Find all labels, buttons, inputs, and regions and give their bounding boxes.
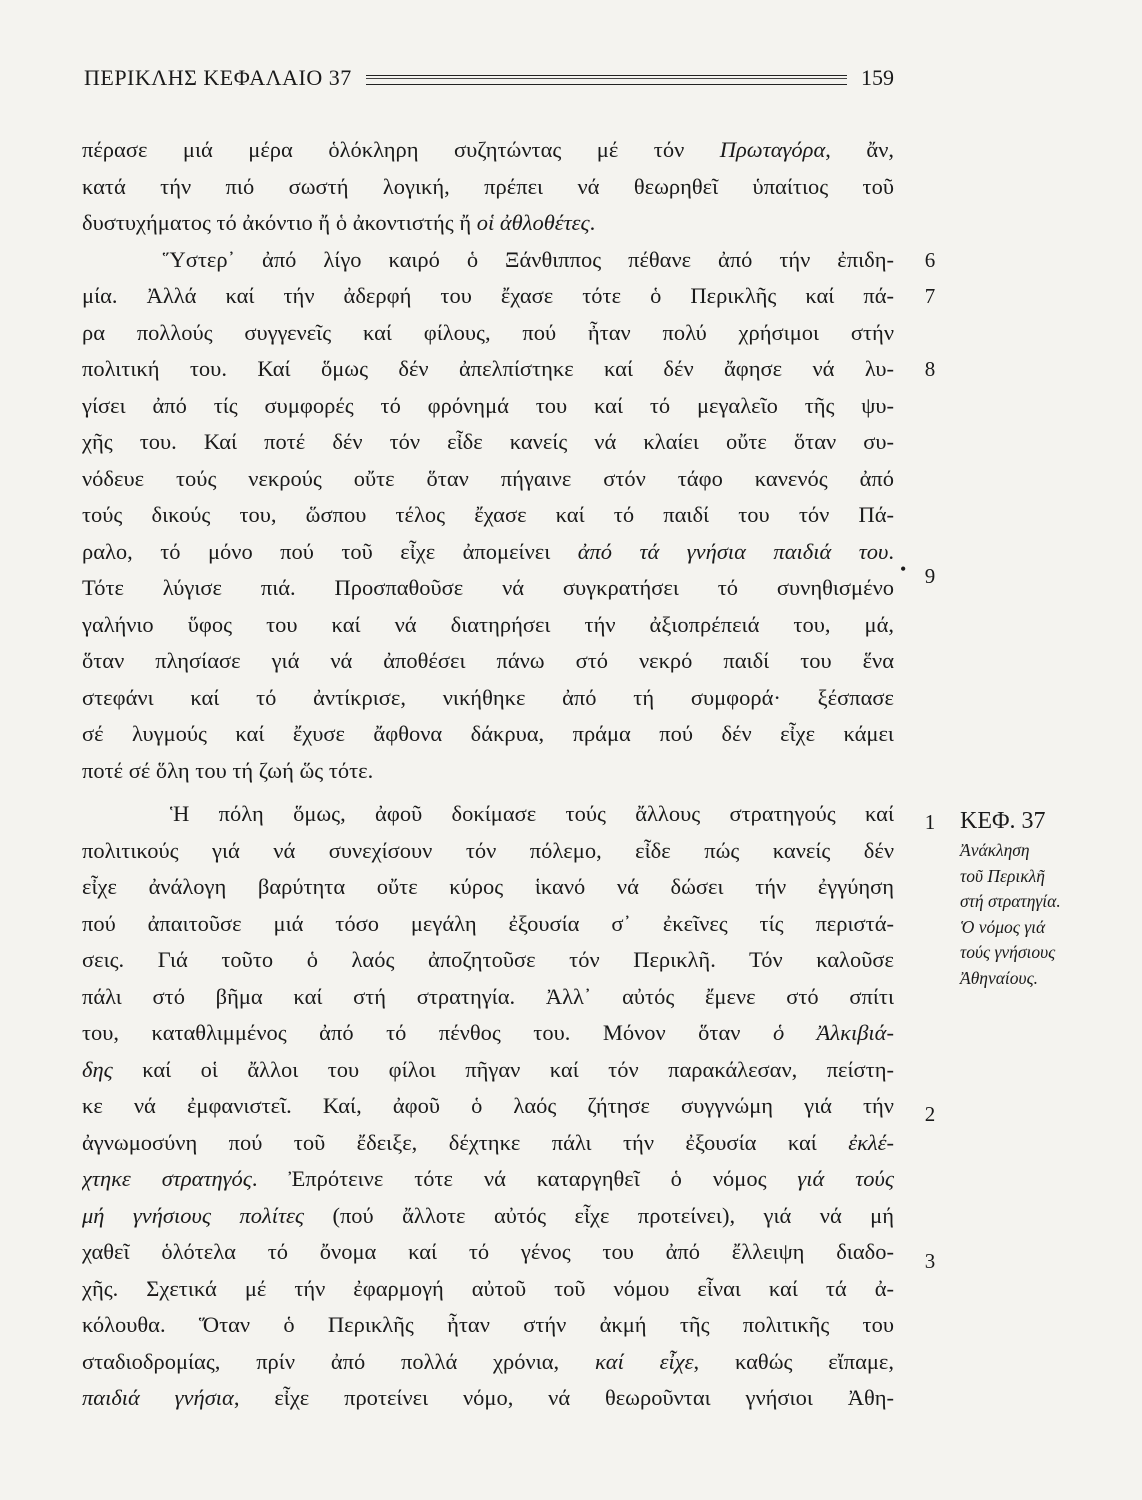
text-run: χῆς. Σχετικά μέ τήν ἐφαρμογή αὐτοῦ τοῦ νόμου εἶναι καί τά ἀ-: [82, 1275, 894, 1301]
text-run: δυστυχήματος τό ἀκόντιο ἤ ὁ ἀκοντιστής ἤ: [82, 210, 477, 235]
text-line: [82, 1125, 894, 1162]
margin-number-3: 3: [924, 1249, 936, 1273]
text-line: [82, 1052, 894, 1089]
text-line: [82, 979, 894, 1016]
text-line: [82, 169, 894, 206]
text-line: [82, 388, 894, 425]
text-run: , καθώς εἴπαμε,: [693, 1348, 894, 1374]
text-line: [82, 796, 894, 833]
text-line: [82, 1380, 894, 1417]
text-run: χῆς του. Καί ποτέ δέν τόν εἶδε κανείς νά κλαίει οὔτε ὅταν συ-: [82, 429, 894, 454]
text-run: .: [888, 538, 894, 564]
text-run: Τότε λύγισε πιά. Προσπαθοῦσε νά συγκρατήσει τό συνηθισμένο: [82, 575, 894, 600]
text-line: [82, 753, 894, 790]
text-line: [82, 833, 894, 870]
text-run: πού ἀπαιτοῦσε μιά τόσο μεγάλη ἐξουσία σ᾽ ἐκεῖνες τίς περιστά-: [82, 910, 894, 936]
margin-bullet: •: [900, 559, 907, 579]
text-run: γαλήνιο ὕφος του καί νά διατηρήσει τήν ἀξιοπρέπειά του, μά,: [82, 611, 894, 637]
text-line: [82, 242, 894, 279]
text-run: ἀγνωμοσύνη πού τοῦ ἔδειξε, δέχτηκε πάλι τήν ἐξουσία καί: [82, 1129, 849, 1155]
text-run: χαθεῖ ὁλότελα τό ὄνομα καί τό γένος του ἀπό ἔλλειψη διαδο-: [82, 1239, 894, 1264]
running-header: [84, 58, 894, 98]
text-run: ρα πολλούς συγγενεῖς καί φίλους, πού ἦταν πολύ χρήσιμοι στήν: [82, 319, 894, 345]
margin-number-1: 1: [924, 810, 936, 834]
text-line: [82, 906, 894, 943]
text-run: .: [589, 210, 596, 235]
text-run: πολιτικούς γιά νά συνεχίσουν τόν πόλεμο, εἶδε πώς κανείς δέν: [82, 837, 894, 863]
text-run: πάλι στό βῆμα καί στή στρατηγία. Ἀλλ᾽ αὐτός ἔμενε στό σπίτι: [82, 983, 894, 1009]
italic-text-run: παιδιά γνήσια: [82, 1385, 234, 1410]
chapter-summary-line: τοῦ Περικλῆ: [960, 865, 1045, 886]
text-run: καί οἱ ἄλλοι του φίλοι πῆγαν καί τόν παρακάλεσαν, πείστη-: [112, 1056, 894, 1082]
text-line: [82, 1307, 894, 1344]
text-run: (πού ἄλλοτε αὐτός εἶχε προτείνει), γιά νά μή: [304, 1202, 894, 1228]
margin-number-6: 6: [924, 248, 936, 272]
chapter-side-heading: [960, 804, 1110, 991]
text-run: πέρασε μιά μέρα ὁλόκληρη συζητώντας μέ τόν: [82, 137, 720, 162]
chapter-summary-line: Ὁ νόμος γιά: [960, 916, 1046, 937]
text-run: νόδευε τούς νεκρούς οὔτε ὅταν πήγαινε στόν τάφο κανενός ἀπό: [82, 465, 894, 491]
text-run: ραλο, τό μόνο πού τοῦ εἶχε ἀπομείνει: [82, 538, 578, 564]
text-line: [82, 424, 894, 461]
italic-text-run: ἐκλέ-: [848, 1129, 894, 1155]
italic-text-run: καί εἶχε: [594, 1348, 694, 1374]
text-run: ὅταν πλησίασε γιά νά ἀποθέσει πάνω στό νεκρό παιδί του ἕνα: [82, 648, 894, 673]
text-line: [82, 643, 894, 680]
page-number: 159: [861, 65, 894, 90]
running-head-title: ΠΕΡΙΚΛΗΣ ΚΕΦΑΛΑΙΟ 37: [84, 65, 352, 90]
text-run: σταδιοδρομίας, πρίν ἀπό πολλά χρόνια,: [82, 1348, 595, 1374]
text-line: [82, 278, 894, 315]
italic-text-run: μή γνήσιους πολίτες: [82, 1202, 304, 1228]
margin-number-9: 9: [924, 564, 936, 588]
text-run: σεις. Γιά τοῦτο ὁ λαός ἀποζητοῦσε τόν Περικλῆ. Τόν καλοῦσε: [82, 947, 894, 972]
italic-text-run: ἀπό τά γνήσια παιδιά του: [577, 538, 889, 564]
text-run: κατά τήν πιό σωστή λογική, πρέπει νά θεωρηθεῖ ὑπαίτιος τοῦ: [82, 173, 894, 199]
italic-text-run: γιά τούς: [797, 1166, 894, 1191]
italic-text-run: δης: [82, 1056, 113, 1082]
text-run: στεφάνι καί τό ἀντίκρισε, νικήθηκε ἀπό τή συμφορά· ξέσπασε: [82, 684, 894, 710]
text-line: [82, 1198, 894, 1235]
text-line: [82, 1234, 894, 1271]
text-line: [82, 534, 894, 571]
header-rule: [366, 75, 847, 85]
text-line: [82, 570, 894, 607]
chapter-summary: [960, 838, 1110, 991]
text-run: , ἄν,: [825, 137, 894, 162]
text-line: [82, 1271, 894, 1308]
text-run: του, καταθλιμμένος ἀπό τό πένθος του. Μόνον ὅταν: [82, 1020, 773, 1045]
text-line: [82, 205, 894, 242]
text-line: [82, 680, 894, 717]
text-run: Ἡ πόλη ὅμως, ἀφοῦ δοκίμασε τούς ἄλλους στρατηγούς καί: [82, 801, 894, 826]
chapter-summary-line: τούς γνήσιους: [960, 942, 1056, 962]
italic-text-run: ὁ Ἀλκιβιά-: [772, 1020, 894, 1045]
text-line: [82, 942, 894, 979]
margin-number-2: 2: [924, 1102, 936, 1126]
text-line: [82, 1088, 894, 1125]
text-run: τούς δικούς του, ὥσπου τέλος ἔχασε καί τό παιδί του τόν Πά-: [82, 502, 894, 527]
text-run: πολιτική του. Καί ὅμως δέν ἀπελπίστηκε καί δέν ἄφησε νά λυ-: [82, 356, 894, 381]
italic-text-run: χτηκε στρατηγός: [82, 1166, 252, 1191]
italic-text-run: Πρωταγόρα: [719, 137, 826, 162]
text-run: μία. Ἀλλά καί τήν ἀδερφή του ἔχασε τότε ὁ Περικλῆς καί πά-: [82, 283, 894, 308]
text-run: γίσει ἀπό τίς συμφορές τό φρόνημά του καί τό μεγαλεῖο τῆς ψυ-: [82, 392, 894, 418]
text-run: Ὕστερ᾽ ἀπό λίγο καιρό ὁ Ξάνθιππος πέθανε ἀπό τήν ἐπιδη-: [82, 246, 894, 272]
text-line: [82, 315, 894, 352]
text-line: [82, 869, 894, 906]
text-line: [82, 1161, 894, 1198]
chapter-summary-line: Ἀθηναίους.: [960, 967, 1039, 988]
text-run: εἶχε ἀνάλογη βαρύτητα οὔτε κύρος ἱκανό νά δώσει τήν ἐγγύηση: [82, 874, 894, 899]
paragraph-block-1: [82, 132, 894, 789]
text-line: [82, 351, 894, 388]
text-run: κόλουθα. Ὅταν ὁ Περικλῆς ἦταν στήν ἀκμή τῆς πολιτικῆς του: [82, 1312, 894, 1337]
text-run: ποτέ σέ ὅλη του τή ζωή ὥς τότε.: [82, 757, 374, 783]
italic-text-run: οἱ ἀθλοθέτες: [476, 210, 590, 235]
text-line: [82, 716, 894, 753]
chapter-title: ΚΕΦ. 37: [960, 808, 1046, 834]
text-line: [82, 1015, 894, 1052]
chapter-summary-line: Ἀνάκληση: [960, 840, 1030, 860]
text-run: κε νά ἐμφανιστεῖ. Καί, ἀφοῦ ὁ λαός ζήτησε συγγνώμη γιά τήν: [82, 1093, 894, 1118]
text-run: σέ λυγμούς καί ἔχυσε ἄφθονα δάκρυα, πράμα πού δέν εἶχε κάμει: [82, 721, 894, 746]
text-line: [82, 607, 894, 644]
text-line: [82, 461, 894, 498]
paragraph-block-2: [82, 796, 894, 1417]
chapter-summary-line: στή στρατηγία.: [960, 891, 1061, 911]
text-line: [82, 1344, 894, 1381]
text-run: . Ἐπρότεινε τότε νά καταργηθεῖ ὁ νόμος: [251, 1166, 798, 1191]
text-run: , εἶχε προτείνει νόμο, νά θεωροῦνται γνήσιοι Ἀθη-: [233, 1385, 894, 1410]
margin-number-8: 8: [924, 357, 936, 381]
margin-number-7: 7: [924, 284, 936, 308]
text-line: [82, 132, 894, 169]
text-line: [82, 497, 894, 534]
